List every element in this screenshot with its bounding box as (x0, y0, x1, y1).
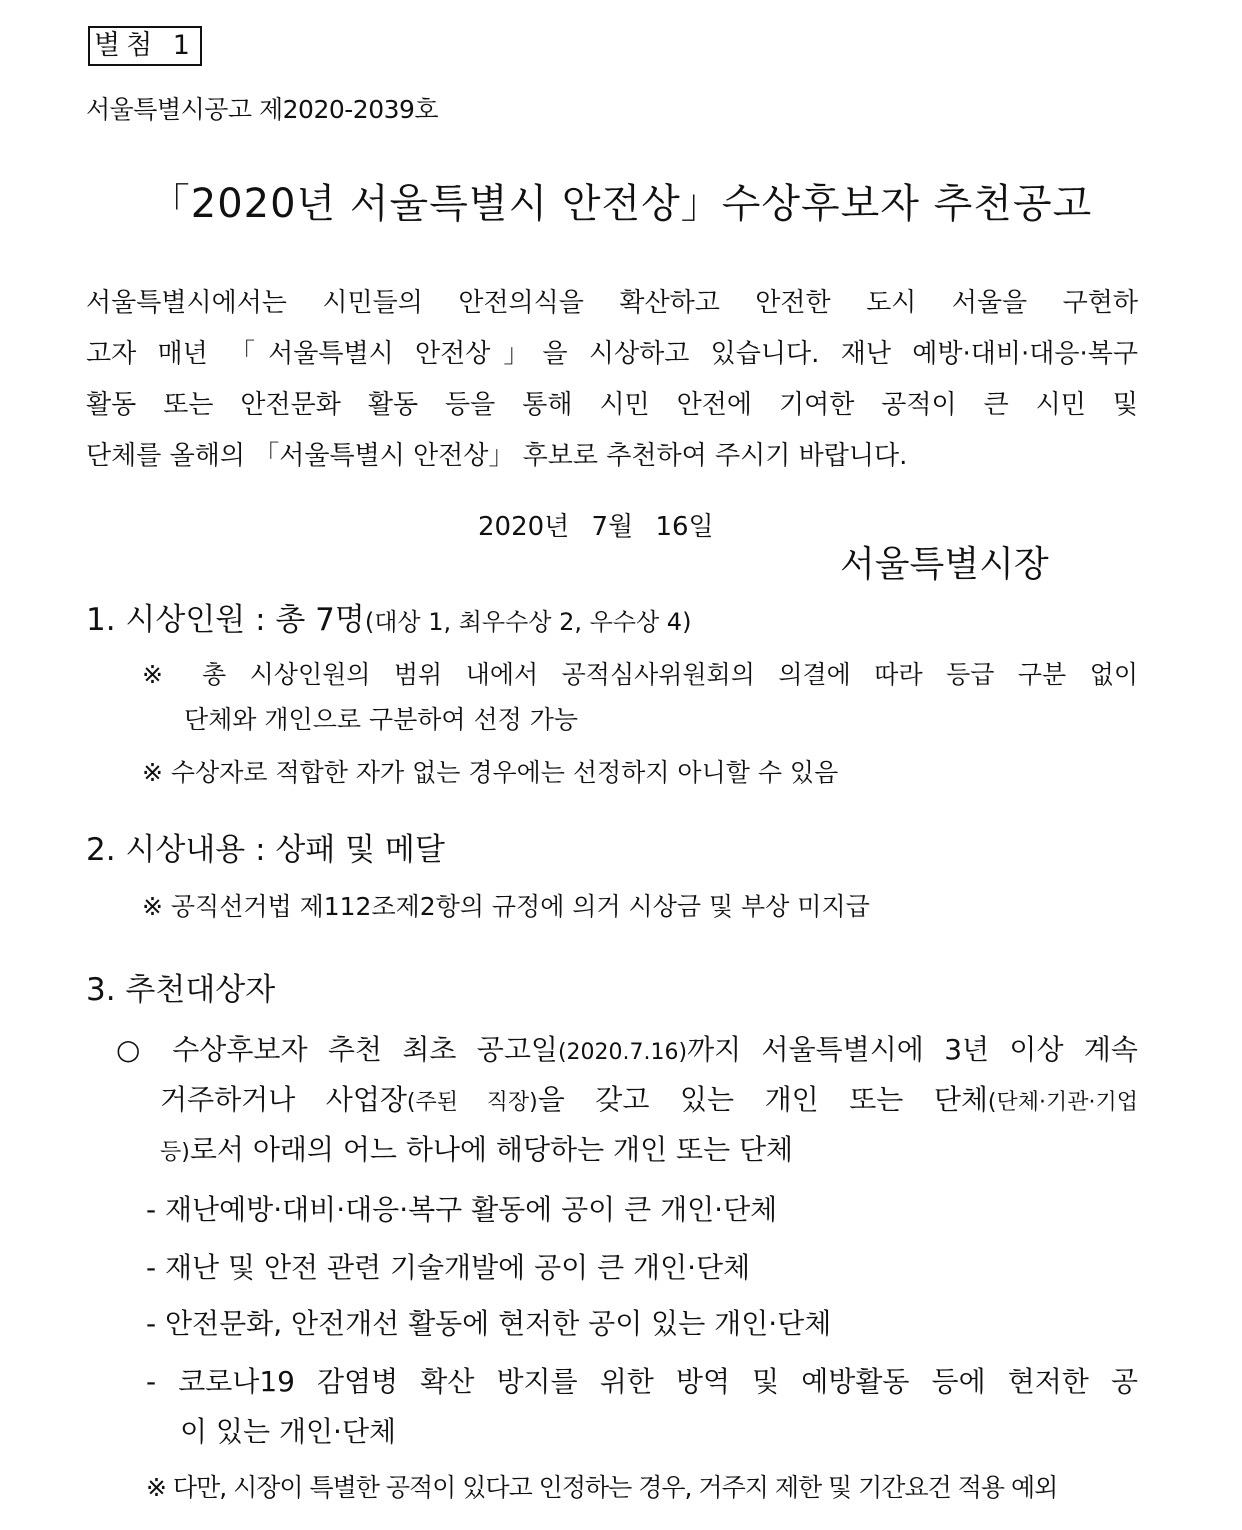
section1-note2: ※ 수상자로 적합한 자가 없는 경우에는 선정하지 아니할 수 있음 (142, 758, 839, 787)
section1-heading: 1. 시상인원 : 총 7명 (86, 602, 365, 638)
section3-main-item-line3: 등)로서 아래의 어느 하나에 해당하는 개인 또는 단체 (160, 1133, 794, 1166)
publication-date: 2020년 7월 16일 (478, 512, 714, 542)
section3-main-item-line1: ○ 수상후보자 추천 최초 공고일(2020.7.16)까지 서울특별시에 3년 이상 계속 (116, 1033, 1138, 1066)
issuer-name: 서울특별시장 (840, 544, 1049, 585)
section1-heading-row (86, 594, 691, 639)
criteria-list-item: - 재난 및 안전 관련 기술개발에 공이 큰 개인·단체 (146, 1251, 751, 1284)
section3-heading: 3. 추천대상자 (86, 972, 276, 1008)
criteria-list-item: - 안전문화, 안전개선 활동에 현저한 공이 있는 개인·단체 (146, 1307, 832, 1340)
criteria-list-item-line2: 이 있는 개인·단체 (180, 1415, 397, 1448)
intro-paragraph (86, 278, 1138, 482)
criteria-list-item: - 재난예방·대비·대응·복구 활동에 공이 큰 개인·단체 (146, 1193, 778, 1226)
section2-heading: 2. 시상내용 : 상패 및 메달 (86, 832, 445, 868)
intro-line: 서울특별시에서는 시민들의 안전의식을 확산하고 안전한 도시 서울을 구현하 (86, 288, 1138, 318)
section2-note: ※ 공직선거법 제112조제2항의 규정에 의거 시상금 및 부상 미지급 (142, 892, 870, 921)
exception-note: ※ 다만, 시장이 특별한 공적이 있다고 인정하는 경우, 거주지 제한 및 기간요건 적용 예외 (146, 1473, 1058, 1502)
section1-note1-line1: ※ 총 시상인원의 범위 내에서 공적심사위원회의 의결에 따라 등급 구분 없이 (142, 660, 1138, 689)
intro-line: 고자 매년 「서울특별시 안전상」을 시상하고 있습니다. 재난 예방·대비·대응·복구 (86, 339, 1138, 369)
section1-detail: (대상 1, 최우수상 2, 우수상 4) (364, 608, 692, 636)
attachment-badge: 별첨 1 (88, 26, 202, 66)
intro-line: 활동 또는 안전문화 활동 등을 통해 시민 안전에 기여한 공적이 큰 시민 및 (86, 390, 1138, 420)
intro-line: 단체를 올해의 「서울특별시 안전상」 후보로 추천하여 주시기 바랍니다. (86, 441, 908, 471)
page-title: 「2020년 서울특별시 안전상」수상후보자 추천공고 (149, 181, 1093, 227)
section1-note1-line2: 단체와 개인으로 구분하여 선정 가능 (184, 705, 579, 734)
notice-number: 서울특별시공고 제2020-2039호 (86, 95, 439, 124)
criteria-list-item-line1: - 코로나19 감염병 확산 방지를 위한 방역 및 예방활동 등에 현저한 공 (146, 1365, 1138, 1398)
section3-main-item-line2: 거주하거나 사업장(주된 직장)을 갖고 있는 개인 또는 단체(단체·기관·기업 (160, 1083, 1139, 1116)
